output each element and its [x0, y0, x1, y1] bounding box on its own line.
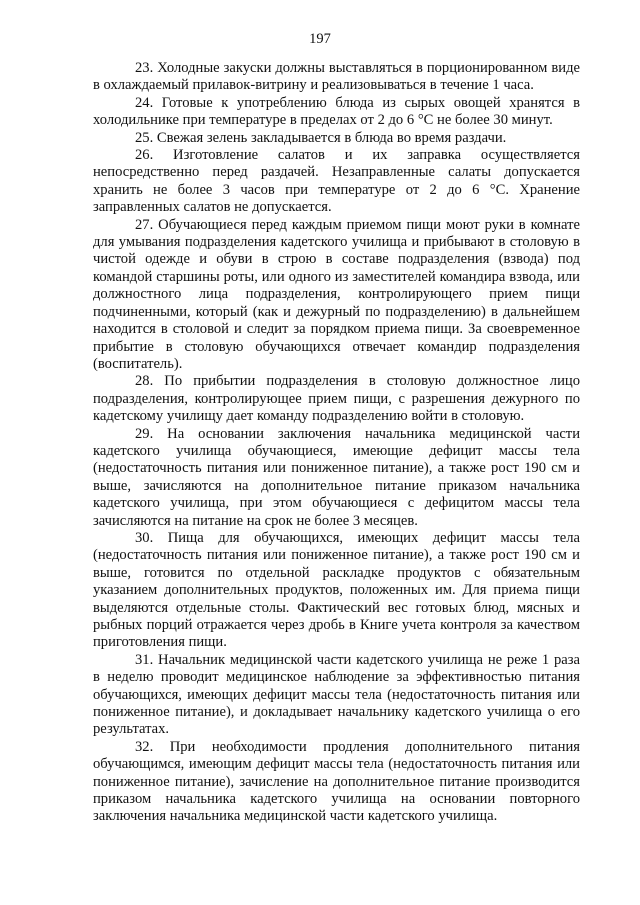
paragraph-28: 28. По прибытии подразделения в столовую должностное лицо подразделения, контролирующее прием пищи, с разрешения дежурного по кадетскому училищу дает команду подразделению войти в столовую.: [93, 373, 580, 425]
paragraph-23: 23. Холодные закуски должны выставляться в порционированном виде в охлаждаемый прилавок-витрину и реализовываться в течение 1 часа.: [93, 60, 580, 94]
paragraph-29: 29. На основании заключения начальника медицинской части кадетского училища обучающиеся, имеющие дефицит массы тела (недостаточность питания или пониженное питание), а также рост 190 см и выше, зачисляются на дополнительное питание приказом начальника кадетского училища, при этом обучающиеся с дефицитом массы тела зачисляются на питание на срок не более 3 месяцев.: [93, 425, 580, 529]
paragraph-32: 32. При необходимости продления дополнительного питания обучающимся, имеющим дефицит массы тела (недостаточность питания или пониженное питание), зачисление на дополнительное питание производится приказом начальника кадетского училища на основании повторного заключения начальника медицинской части кадетского училища.: [93, 738, 580, 825]
paragraph-26: 26. Изготовление салатов и их заправка осуществляется непосредственно перед раздачей. Незаправленные салаты допускается хранить не более 3 часов при температуре от 2 до 6 °С. Хранение заправленных салатов не допускается.: [93, 147, 580, 216]
document-body: [93, 60, 580, 826]
paragraph-25: 25. Свежая зелень закладывается в блюда во время раздачи.: [135, 129, 507, 146]
page-number: 197: [309, 31, 331, 47]
paragraph-31: 31. Начальник медицинской части кадетского училища не реже 1 раза в неделю проводит медицинское наблюдение за эффективностью питания обучающихся, имеющих дефицит массы тела (недостаточность питания или пониженное питание), и докладывает начальнику кадетского училища о его результатах.: [93, 651, 580, 738]
paragraph-30: 30. Пища для обучающихся, имеющих дефицит массы тела (недостаточность питания или пониженное питание), а также рост 190 см и выше, готовится по отдельной раскладке продуктов с обязательным указанием дополнительных продуктов, положенных им. Для приема пищи выделяются отдельные столы. Фактический вес готовых блюд, мясных и рыбных порций отражается через дробь в Книге учета контроля за качеством приготовления пищи.: [93, 529, 580, 651]
paragraph-27: 27. Обучающиеся перед каждым приемом пищи моют руки в комнате для умывания подразделения кадетского училища и прибывают в столовую в чистой одежде и обуви в строю в составе подразделения (взвода) под командой старшины роты, или одного из заместителей командира взвода, или должностного лица подразделения, контролирующего прием пищи подчиненными, который (как и дежурный по подразделению) в дальнейшем находится в столовой и следит за порядком приема пищи. За своевременное прибытие в столовую обучающихся отвечает командир подразделения (воспитатель).: [93, 216, 580, 372]
paragraph-24: 24. Готовые к употреблению блюда из сырых овощей хранятся в холодильнике при температуре в пределах от 2 до 6 °С не более 30 минут.: [93, 94, 580, 129]
